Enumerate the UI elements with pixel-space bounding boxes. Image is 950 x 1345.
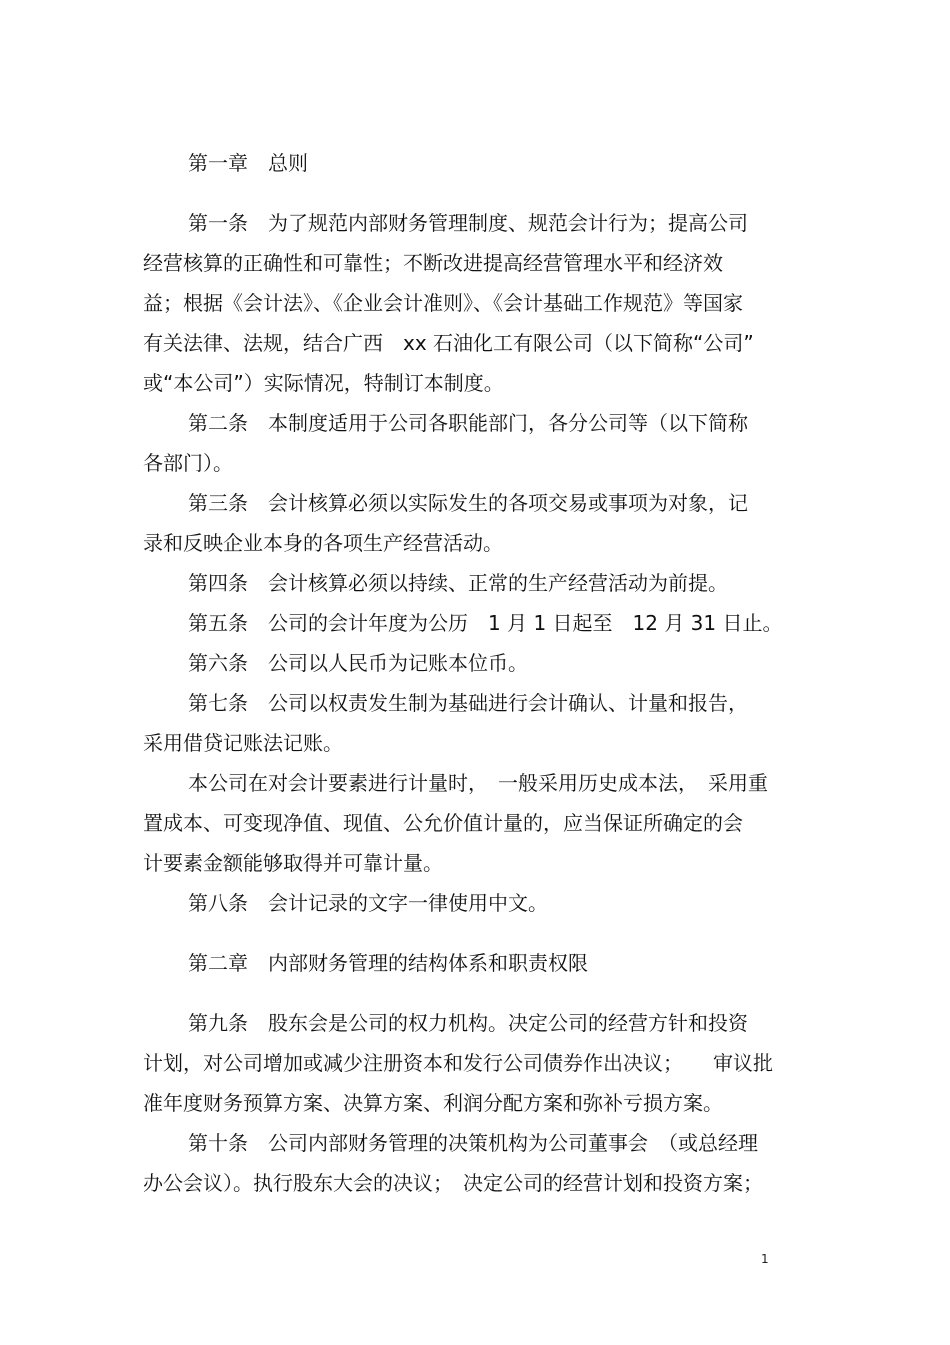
article-1-line-2: 经营核算的正确性和可靠性；不断改进提高经营管理水平和经济效 bbox=[143, 251, 723, 275]
article-1-line-4: 有关法律、法规，结合广西 xx 石油化工有限公司（以下简称“公司” bbox=[143, 331, 754, 355]
article-2-line-2: 各部门）。 bbox=[143, 451, 233, 475]
chapter-1-heading: 第一章 总则 bbox=[188, 151, 308, 175]
page-number: 1 bbox=[761, 1252, 769, 1266]
article-5-line: 第五条 公司的会计年度为公历 1 月 1 日起至 12 月 31 日止。 bbox=[188, 611, 783, 635]
chapter-2-heading: 第二章 内部财务管理的结构体系和职责权限 bbox=[188, 951, 588, 975]
article-9-line-2: 计划，对公司增加或减少注册资本和发行公司债券作出决议； 审议批 bbox=[143, 1051, 773, 1075]
measurement-paragraph-line-2: 置成本、可变现净值、现值、公允价值计量的，应当保证所确定的会 bbox=[143, 811, 743, 835]
article-7-line-1: 第七条 公司以权责发生制为基础进行会计确认、计量和报告， bbox=[188, 691, 748, 715]
measurement-paragraph-line-3: 计要素金额能够取得并可靠计量。 bbox=[143, 851, 443, 875]
article-2-line-1: 第二条 本制度适用于公司各职能部门，各分公司等（以下简称 bbox=[188, 411, 748, 435]
article-3-line-1: 第三条 会计核算必须以实际发生的各项交易或事项为对象，记 bbox=[188, 491, 748, 515]
article-10-line-2: 办公会议）。执行股东大会的决议； 决定公司的经营计划和投资方案； bbox=[143, 1171, 763, 1195]
article-9-line-3: 准年度财务预算方案、决算方案、利润分配方案和弥补亏损方案。 bbox=[143, 1091, 723, 1115]
article-6-line: 第六条 公司以人民币为记账本位币。 bbox=[188, 651, 528, 675]
article-10-line-1: 第十条 公司内部财务管理的决策机构为公司董事会 （或总经理 bbox=[188, 1131, 758, 1155]
article-1-line-3: 益；根据《会计法》、《企业会计准则》、《会计基础工作规范》等国家 bbox=[143, 291, 743, 315]
article-8-line: 第八条 会计记录的文字一律使用中文。 bbox=[188, 891, 548, 915]
article-1-line-5: 或“本公司”）实际情况，特制订本制度。 bbox=[143, 371, 504, 395]
article-1-line-1: 第一条 为了规范内部财务管理制度、规范会计行为；提高公司 bbox=[188, 211, 748, 235]
article-7-line-2: 采用借贷记账法记账。 bbox=[143, 731, 343, 755]
article-3-line-2: 录和反映企业本身的各项生产经营活动。 bbox=[143, 531, 503, 555]
measurement-paragraph-line-1: 本公司在对会计要素进行计量时， 一般采用历史成本法， 采用重 bbox=[188, 771, 768, 795]
article-9-line-1: 第九条 股东会是公司的权力机构。决定公司的经营方针和投资 bbox=[188, 1011, 748, 1035]
article-4-line: 第四条 会计核算必须以持续、正常的生产经营活动为前提。 bbox=[188, 571, 728, 595]
